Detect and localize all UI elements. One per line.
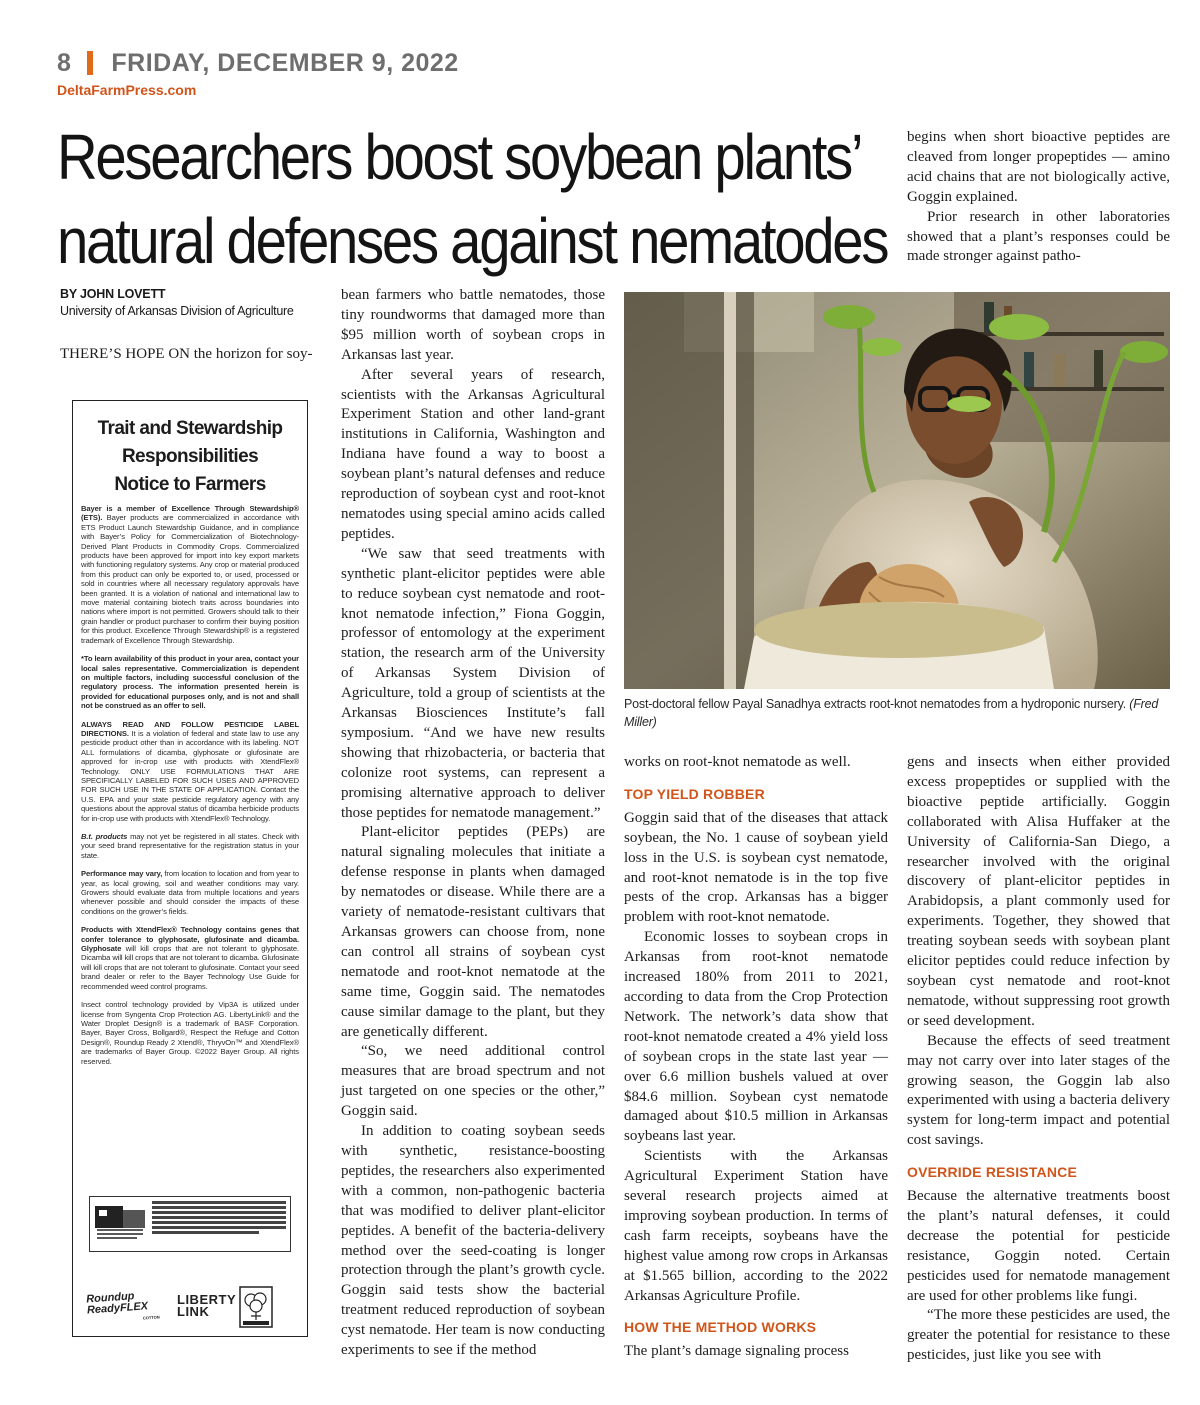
ad-text: It is a violation of federal and state law to use any pesticide product other than in accordance with its labeling. NOT ALL formulations of dicamba, glyphosate or glufosinate are approved for in-crop use with products with XtendFlex® Technology. ONLY USE FORMULATIONS THAT ARE SPECIFICALLY LABELED FOR SUCH USES AND APPROVED FOR SUCH USE IN THE STATE OF APPLICATION. Contact the U.S. EPA and your state pesticide regulatory agency with any questions about the approval status of dicamba herbicide products for in-crop use with products with XtendFlex® Technology.: [81, 728, 299, 823]
body-paragraph: The plant’s damage signaling process: [624, 1343, 849, 1360]
body-paragraph: works on root-knot nematode as well.: [624, 754, 851, 770]
body-paragraph: “So, we need additional control measures that are broad spectrum and not just targeted on one species or the other,” Goggin said.: [341, 1043, 605, 1120]
cotton-design-icon: [239, 1286, 273, 1328]
author-affiliation: University of Arkansas Division of Agriculture: [60, 304, 294, 318]
ad-text: Bayer products are commercialized in accordance with ETS Product Launch Stewardship Guidance, and in compliance with Bayer’s Policy for Commercialization of Biotechnology-Derived Plant Products in Commodity Crops. Commercialized products have been approved for import into key export markets with functioning regulatory systems. Any crop or material produced from this product can only be exported to, or used, processed or sold in countries where all necessary regulatory approvals have been granted. It is a violation of national and international law to move material containing biotech traits across boundaries into nations where import is not permitted. Growers should talk to their grain handler or product purchaser to confirm their buying position for this product. Excellence Through Stewardship® is a registered trademark of Excellence Through Stewardship.: [81, 513, 299, 645]
ad-bold-text: Products with XtendFlex® Technology contains genes that confer tolerance to glyphosate, glufosinate and dicamba. Glyphosate: [81, 925, 299, 954]
folio-divider: [87, 51, 93, 75]
logo-text: Roundup ReadyFLEX: [85, 1290, 149, 1317]
refuge-fine-print: [152, 1200, 286, 1236]
lead-paragraph: [60, 344, 322, 364]
body-paragraph: Economic losses to soybean crops in Arkansas from root-knot nematode increased 180% from 2011 to 2021, according to data from the Crop Protection Network. The network’s data show that root-knot nematode created a 4% yield loss of soybean crops in the state last year — over 6.6 million bushels valued at over $84.6 million. Soybean cyst nematode damaged about $10.5 million in Arkansas soybeans last year.: [624, 929, 888, 1145]
ad-paragraph: [81, 504, 299, 645]
headline-line-2: natural defenses against nematodes: [57, 205, 888, 277]
article-headline: [57, 115, 888, 283]
body-paragraph: Prior research in other laboratories showed that a plant’s responses could be made stronger against patho-: [907, 208, 1170, 265]
body-paragraph: gens and insects when either provided excess propeptides or supplied with the bioactive peptide artificially. Goggin collaborated with Alisa Huffaker at the University of California-San Diego, a researcher involved with the original discovery of plant-elicitor peptides in Arabidopsis, a plant commonly used for experiments. Together, they showed that treating soybean seeds with soybean plant elicitor peptides could reduce infection by soybean cyst nematode and root-knot nematode, without suppressing root growth or seed development.: [907, 754, 1170, 1029]
ad-title: [73, 415, 307, 499]
refuge-notice-box: [89, 1196, 291, 1252]
photo-credit: (Fred Miller): [624, 697, 1159, 729]
ad-paragraph: [81, 720, 299, 823]
body-paragraph: Plant-elicitor peptides (PEPs) are natural signaling molecules that initiate a defense response in plants when damaged by nematodes or disease. While there are a variety of nematode-resistant cultivars that Arkansas growers can choose from, none can control all strains of soybean cyst nematode and root-knot nematode at the same time, Goggin said. The nematodes cause similar damage to the plant, but they are genetically different.: [341, 824, 605, 1040]
body-paragraph: “We saw that seed treatments with synthetic plant-elicitor peptides were able to reduce soybean cyst nematode and root-knot nematode infection,” Fiona Goggin, professor of entomology at the experiment station, the research arm of the University of Arkansas System Division of Agriculture, told a group of scientists at the Arkansas Biosciences Institute’s fall symposium. “And we have new results showing that rhizobacteria, or bacteria that colonize root systems, can represent a promising alternative approach to deliver those peptides for nematode management.”: [341, 545, 605, 821]
ad-text: Insect control technology provided by Vip3A is utilized under license from Syngenta Crop Protection AG. LibertyLink® and the Water Droplet Design® is a trademark of BASF Corporation. Bayer, Bayer Cross, Bollgard®, Respect the Refuge and Cotton Design®, Roundup Ready 2 Xtend®, ThryvOn™ and XtendFlex® are trademarks of Bayer Group. ©2022 Bayer Group. All rights reserved.: [81, 1000, 299, 1066]
lab-researcher-photo: [624, 292, 1170, 689]
body-paragraph: “The more these pesticides are used, the greater the potential for resistance to these pesticides, just like you see with: [907, 1307, 1170, 1364]
ad-body: [81, 504, 299, 1075]
article-column-3-top: [907, 128, 1170, 267]
body-paragraph: Because the effects of seed treatment may not carry over into later stages of the growing season, the Goggin lab also experimented with using a bacteria delivery system for long-term impact and potential cost savings.: [907, 1032, 1170, 1149]
headline-line-1: Researchers boost soybean plants’: [57, 121, 862, 193]
page-folio: [57, 46, 459, 80]
photo-caption: [624, 695, 1164, 731]
body-paragraph: Goggin said that of the diseases that attack soybean, the No. 1 cause of soybean yield loss in the U.S. is soybean cyst nematode, and root-knot nematode is in the top five pests of the crop. Arkansas has a bigger problem with root-knot nematode.: [624, 809, 888, 926]
ad-text: may not yet be registered in all states. Check with your seed brand representative for the registration status in your state.: [81, 832, 299, 860]
article-column-4: [907, 753, 1170, 1366]
page-number: 8: [57, 48, 72, 77]
site-link[interactable]: DeltaFarmPress.com: [57, 82, 197, 98]
roundup-ready-flex-logo: [86, 1290, 160, 1328]
body-paragraph: Scientists with the Arkansas Agricultural Experiment Station have several research projects aimed at improving soybean production. In terms of cash farm receipts, soybeans have the highest value among row crops in Arkansas at $1.565 billion, according to the 2022 Arkansas Agriculture Profile.: [624, 1148, 888, 1304]
ad-bold-text: *To learn availability of this product in your area, contact your local sales representative. Commercialization is dependent on multiple factors, including successful conclusion of the regulatory process. The information presented herein is provided for educational purposes only, and is not and shall not be construed as an offer to sell.: [81, 654, 299, 711]
author-name: BY JOHN LOVETT: [60, 287, 166, 301]
ad-paragraph: [81, 832, 299, 860]
body-paragraph: bean farmers who battle nematodes, those tiny roundworms that damaged more than $95 million worth of soybean crops in Arkansas last year.: [341, 287, 605, 363]
stewardship-notice-ad: [72, 400, 308, 1337]
ad-text: from location to location and from year to year, as local growing, soil and weather conditions may vary. Growers should evaluate data from multiple locations and years whenever possible and should consider the impacts of these conditions on the grower’s fields.: [81, 869, 299, 916]
ad-bold-text: Performance may vary,: [81, 869, 163, 879]
cotton-refuge-icon: [93, 1200, 148, 1246]
section-subhead: HOW THE METHOD WORKS: [624, 1319, 817, 1336]
article-column-2: [341, 286, 605, 1361]
ad-paragraph: [81, 1000, 299, 1066]
ad-bold-text: Bayer is a member of Excellence Through Stewardship® (ETS).: [81, 504, 299, 523]
body-paragraph: begins when short bioactive peptides are cleaved from longer propeptides — amino acid chains that are not biologically active, Goggin explained.: [907, 129, 1170, 205]
liberty-link-logo: LIBERTY LINK: [177, 1292, 236, 1319]
body-paragraph: Because the alternative treatments boost the plant’s natural defenses, it could decrease the potential for pesticide resistance, Goggin noted. Certain pesticides used for nematode management are used for other problems like fungi.: [907, 1188, 1170, 1304]
ad-bold-text: ALWAYS READ AND FOLLOW PESTICIDE LABEL DIRECTIONS.: [81, 719, 299, 738]
ad-bold-text: B.t. products: [81, 832, 128, 841]
section-subhead: TOP YIELD ROBBER: [624, 785, 765, 802]
section-subhead: OVERRIDE RESISTANCE: [907, 1164, 1078, 1181]
ad-paragraph: [81, 925, 299, 991]
body-paragraph: In addition to coating soybean seeds with synthetic, resistance-boosting peptides, the researchers also experimented with a common, non-pathogenic bacteria that was modified to deliver plant-elicitor peptides. A benefit of the bacteria-delivery method over the seed-coating is longer protection through the plant’s growth cycle. Goggin said tests show the bacterial treatment reduced reproduction of soybean cyst nematode. Her team is now conducting experiments to see if the method: [341, 1123, 605, 1359]
ad-paragraph: [81, 654, 299, 710]
issue-date: FRIDAY, DECEMBER 9, 2022: [111, 48, 459, 77]
byline: [60, 287, 320, 318]
article-photo: [624, 292, 1170, 689]
article-column-3: [624, 753, 888, 1362]
ad-text: will kill crops that are not tolerant to glyphosate. Dicamba will kill crops that are not tolerant to dicamba. Glufosinate will kill crops that are not tolerant to glufosinate. Contact your seed brand dealer or refer to the Bayer Technology Use Guide for recommended weed control programs.: [81, 944, 299, 991]
lead-text: THERE’S HOPE ON the horizon for soy-: [60, 346, 313, 362]
logo-subtext: COTTON: [142, 1314, 160, 1321]
ad-title-text: Trait and Stewardship Responsibilities Notice to Farmers: [97, 418, 283, 495]
caption-text: Post-doctoral fellow Payal Sanadhya extracts root-knot nematodes from a hydroponic nursery.: [624, 697, 1126, 711]
ad-logos: [87, 1286, 293, 1332]
ad-paragraph: [81, 869, 299, 916]
body-paragraph: After several years of research, scientists with the Arkansas Agricultural Experiment Station and other land-grant institutions in California, Washington and Indiana have found a way to boost a soybean plant’s natural defenses and reduce reproduction of soybean cyst and root-knot nematodes using special amino acids called peptides.: [341, 366, 605, 542]
